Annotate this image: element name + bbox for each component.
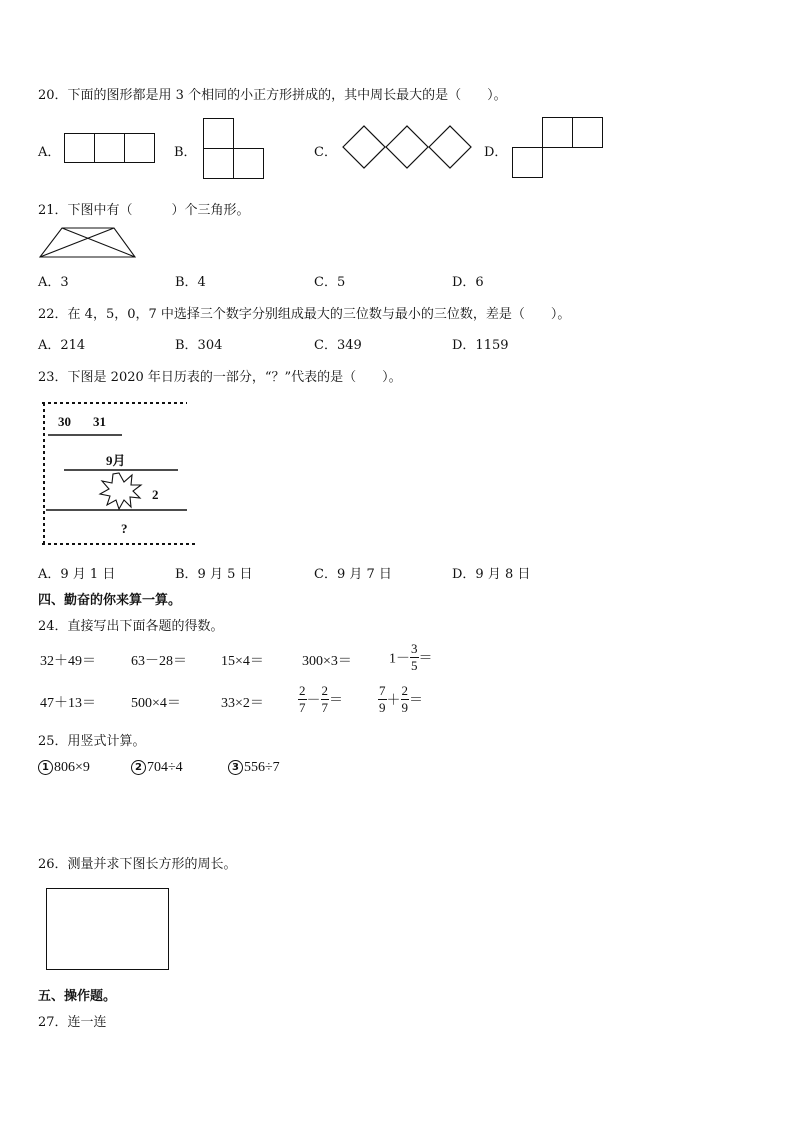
measure-rectangle-figure (46, 888, 170, 971)
calc-item: 15×4＝ (221, 654, 264, 669)
q20-option-d[interactable]: D． (484, 145, 508, 160)
calendar-unknown-mark: ? (121, 521, 128, 536)
calc-item: 63－28＝ (131, 654, 187, 669)
calc-item: 500×4＝ (131, 696, 181, 711)
q20-option-b[interactable]: B． (174, 145, 197, 160)
q24-text: 24．直接写出下面各题的得数。 (38, 619, 224, 634)
q22-option-c[interactable]: C．349 (314, 338, 362, 353)
l-shape-squares-figure (203, 118, 265, 180)
burst-icon (100, 473, 141, 509)
circled-number-marker: 1 (38, 760, 53, 775)
q21-option-a[interactable]: A．3 (38, 275, 69, 290)
fraction-numerator: 3 (411, 641, 418, 656)
q23-option-c[interactable]: C．9 月 7 日 (314, 567, 392, 582)
q21-option-b[interactable]: B．4 (175, 275, 206, 290)
q20-option-c[interactable]: C． (314, 145, 337, 160)
calc-item: 32＋49＝ (40, 654, 96, 669)
q21-text: 21．下图中有（ ）个三角形。 (38, 203, 250, 218)
section-5-title: 五、操作题。 (38, 989, 117, 1004)
diamond-squares-figure (342, 125, 474, 171)
section-4-title: 四、勤奋的你来算一算。 (38, 593, 182, 608)
q20-text: 20．下面的图形都是用 3 个相同的小正方形拼成的，其中周长最大的是（ ）。 (38, 88, 507, 103)
q23-option-d[interactable]: D．9 月 8 日 (452, 567, 531, 582)
calendar-day-30: 30 (58, 414, 71, 429)
circled-number-marker: 2 (131, 760, 146, 775)
three-squares-row-figure (64, 133, 156, 163)
q21-option-c[interactable]: C．5 (314, 275, 346, 290)
calendar-month-label: 9月 (106, 453, 126, 468)
calc-item: 300×3＝ (302, 654, 352, 669)
q22-option-a[interactable]: A．214 (38, 338, 86, 353)
calc-item: 33×2＝ (221, 696, 264, 711)
q20-option-a[interactable]: A． (38, 145, 61, 160)
fraction-denominator: 5 (411, 658, 418, 673)
fraction-calc-item: 1－ $\frac{3}{5}$ ＝ (389, 641, 433, 673)
calc-item: 47＋13＝ (40, 696, 96, 711)
q27-text: 27．连一连 (38, 1015, 107, 1030)
calendar-day-31: 31 (93, 414, 106, 429)
trapezoid-triangles-figure (39, 227, 137, 259)
q22-text: 22．在 4，5，0，7 中选择三个数字分别组成最大的三位数与最小的三位数，差是（ ）。 (38, 307, 571, 322)
fraction-calc-item: $\frac{2}{7}$ － $\frac{2}{7}$ ＝ (299, 683, 343, 715)
q23-option-a[interactable]: A．9 月 1 日 (38, 567, 116, 582)
q23-text: 23．下图是 2020 年日历表的一部分，“？”代表的是（ ）。 (38, 370, 402, 385)
vertical-calc-item-3: 3 556÷7 (228, 760, 280, 776)
q22-option-b[interactable]: B．304 (175, 338, 223, 353)
q22-option-d[interactable]: D．1159 (452, 338, 509, 353)
fraction-calc-item: $\frac{7}{9}$ ＋ $\frac{2}{9}$ ＝ (379, 683, 423, 715)
q26-text: 26．测量并求下图长方形的周长。 (38, 857, 237, 872)
vertical-calc-item-1: 1 806×9 (38, 760, 90, 776)
calendar-day-2: 2 (152, 487, 159, 502)
step-squares-figure (512, 117, 604, 179)
circled-number-marker: 3 (228, 760, 243, 775)
vertical-calc-item-2: 2 704÷4 (131, 760, 183, 776)
q25-text: 25．用竖式计算。 (38, 734, 146, 749)
q21-option-d[interactable]: D．6 (452, 275, 484, 290)
q23-option-b[interactable]: B．9 月 5 日 (175, 567, 253, 582)
